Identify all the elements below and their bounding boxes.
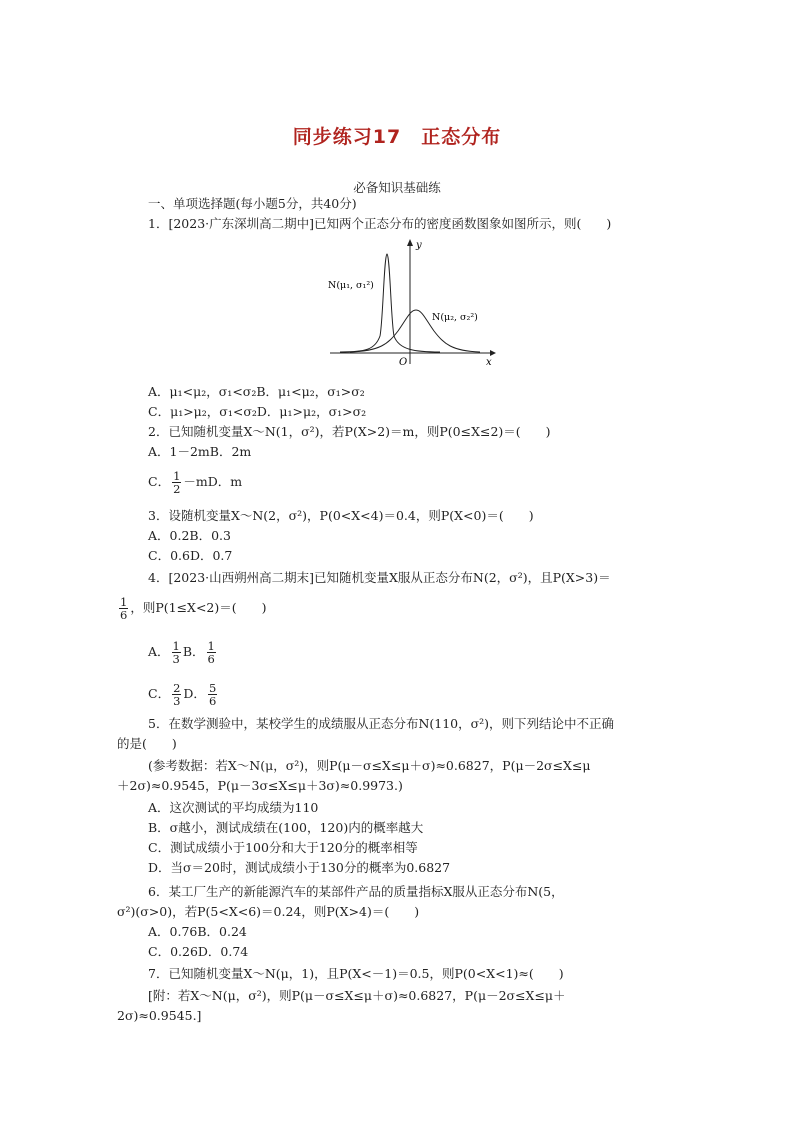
q4-optc-num: 2: [173, 681, 181, 695]
x-axis-label: x: [486, 357, 492, 366]
q6-stem-line2: σ²)(σ>0)，若P(5<X<6)＝0.24，则P(X>4)＝( ): [117, 904, 420, 919]
title-left: 同步练习17: [292, 126, 402, 148]
q3-options-ab: A．0.2B．0.3: [148, 528, 231, 543]
x-axis-arrow: [490, 350, 496, 356]
q4-opta-den: 3: [172, 652, 180, 666]
q5-reference-line1: (参考数据：若X～N(μ，σ²)，则P(μ－σ≤X≤μ＋σ)≈0.6827，P(μ－2σ≤X≤μ: [148, 758, 591, 773]
q2-optc-fraction: [172, 470, 181, 495]
curve-narrow: [340, 254, 440, 352]
q4-optd-prefix: D．: [183, 686, 206, 701]
q2-options-ab: A．1－2mB．2m: [148, 444, 252, 459]
q6-options-cd: C．0.26D．0.74: [148, 944, 249, 959]
q2-optc-prefix: C．: [148, 474, 171, 489]
curve1-label: N(μ₁, σ₁²): [328, 280, 374, 291]
q5-stem-line2: 的是( ): [117, 736, 177, 751]
q4-optd-fraction: [208, 682, 217, 707]
q2-options-cd: [148, 470, 242, 495]
q1-options-ab: A．μ₁<μ₂，σ₁<σ₂B．μ₁<μ₂，σ₁>σ₂: [148, 384, 365, 399]
q4-stem-suffix: ，则P(1≤X<2)＝( ): [130, 600, 267, 615]
q1-options-cd: C．μ₁>μ₂，σ₁<σ₂D．μ₁>μ₂，σ₁>σ₂: [148, 404, 367, 419]
origin-label: O: [399, 357, 408, 366]
q4-opta-fraction: [172, 640, 181, 665]
q4-optb-fraction: [207, 640, 216, 665]
q4-optc-den: 3: [173, 694, 181, 708]
q7-stem: 7．已知随机变量X～N(μ，1)，且P(X<－1)＝0.5，则P(0<X<1)≈( ): [148, 966, 564, 981]
q6-stem-line1: 6．某工厂生产的新能源汽车的某部件产品的质量指标X服从正态分布N(5，: [148, 884, 564, 899]
section-subtitle: 必备知识基础练: [353, 180, 441, 195]
q4-options-cd: [148, 682, 219, 707]
section-heading: 一、单项选择题(每小题5分，共40分): [148, 196, 357, 211]
q4-optb-num: 1: [207, 639, 215, 653]
q4-optb-den: 6: [207, 652, 215, 666]
q4-optb-prefix: B．: [182, 644, 205, 659]
q4-prob-fraction: [119, 596, 128, 621]
normal-density-figure: [320, 236, 500, 366]
q2-optc-suffix: －mD．m: [183, 474, 243, 489]
curve2-label: N(μ₂, σ₂²): [432, 312, 478, 323]
q5-reference-line2: ＋2σ)≈0.9545，P(μ－3σ≤X≤μ＋3σ)≈0.9973.): [117, 778, 403, 793]
q6-options-ab: A．0.76B．0.24: [148, 924, 247, 939]
q4-stem-line2: [117, 596, 267, 621]
q4-prob-den: 6: [120, 608, 128, 622]
q5-option-d: D．当σ＝20时，测试成绩小于130分的概率为0.6827: [148, 860, 451, 875]
q4-options-ab: [148, 640, 218, 665]
q7-note-line2: 2σ)≈0.9545.]: [117, 1008, 202, 1023]
q2-optc-den: 2: [173, 482, 181, 496]
q5-stem-line1: 5．在数学测验中，某校学生的成绩服从正态分布N(110，σ²)，则下列结论中不正确: [148, 716, 615, 731]
q4-stem-line1: 4．[2023·山西朔州高二期末]已知随机变量X服从正态分布N(2，σ²)，且P(X>3)＝: [148, 570, 611, 585]
q5-option-b: B．σ越小，测试成绩在(100，120)内的概率越大: [148, 820, 424, 835]
q4-opta-num: 1: [172, 639, 180, 653]
q4-optc-fraction: [172, 682, 181, 707]
q2-optc-num: 1: [173, 469, 181, 483]
q4-optd-num: 5: [208, 681, 217, 695]
y-axis-arrow: [407, 239, 413, 246]
q4-optc-prefix: C．: [148, 686, 171, 701]
q1-stem: 1．[2023·广东深圳高二期中]已知两个正态分布的密度函数图象如图所示，则( ): [148, 216, 612, 231]
q7-note-line1: [附：若X～N(μ，σ²)，则P(μ－σ≤X≤μ＋σ)≈0.6827，P(μ－2σ≤X≤μ＋: [148, 988, 566, 1003]
q5-option-a: A．这次测试的平均成绩为110: [148, 800, 319, 815]
q3-options-cd: C．0.6D．0.7: [148, 548, 233, 563]
title-right: 正态分布: [421, 126, 502, 148]
page-title: [0, 122, 794, 149]
q3-stem: 3．设随机变量X～N(2，σ²)，P(0<X<4)＝0.4，则P(X<0)＝( ): [148, 508, 534, 523]
q2-stem: 2．已知随机变量X～N(1，σ²)，若P(X>2)＝m，则P(0≤X≤2)＝( ): [148, 424, 551, 439]
q5-option-c: C．测试成绩小于100分和大于120分的概率相等: [148, 840, 418, 855]
q4-prob-num: 1: [120, 595, 128, 609]
q4-opta-prefix: A．: [148, 644, 170, 659]
q4-optd-den: 6: [208, 694, 217, 708]
y-axis-label: y: [416, 240, 422, 251]
